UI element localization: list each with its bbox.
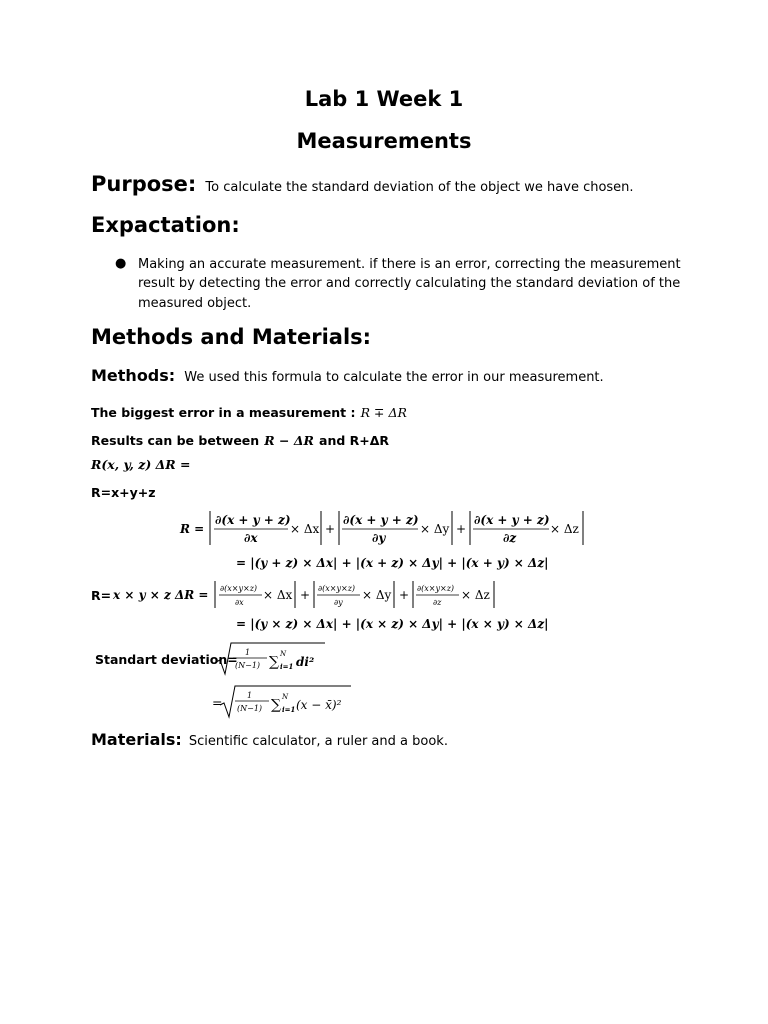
biggest-error-label: The biggest error in a measurement : [91, 405, 356, 420]
materials-heading: Materials: [91, 730, 182, 749]
eq1-delta-3: × Δz [550, 522, 579, 536]
std-sub-2: i=1 [282, 705, 296, 714]
eq3-num-2: ∂(x×y×z) [318, 584, 356, 593]
std-frac-den-1: (N−1) [235, 661, 261, 670]
expectation-line-2: result by detecting the error and correctly calculating the standard deviation of the [138, 276, 681, 291]
equation-sum-result: = |(y + z) × Δx| + |(x + z) × Δy| + |(x + y) × Δz| [236, 556, 549, 570]
biggest-error-line [91, 402, 407, 421]
methods-text: We used this formula to calculate the error in our measurement. [184, 370, 604, 385]
expectation-heading: Expactation: [91, 213, 240, 237]
std-formula-2 [219, 683, 359, 721]
expectation-line-3: measured object. [138, 296, 252, 311]
eq1-plus-1: + [325, 522, 336, 536]
eq1-plus-2: + [456, 522, 467, 536]
eq1-den-1: ∂x [244, 531, 258, 545]
eq3-num-3: ∂(x×y×z) [417, 584, 455, 593]
eq3-delta-2: × Δy [362, 588, 392, 602]
eq3-den-3: ∂z [433, 598, 442, 607]
eq1-delta-1: × Δx [290, 522, 320, 536]
results-formula: R − ΔR [264, 433, 314, 448]
document-title: Lab 1 Week 1 [304, 87, 464, 111]
std-frac-num-2: 1 [247, 691, 253, 700]
methods-line [91, 366, 604, 385]
purpose-heading: Purpose: [91, 172, 197, 196]
eq3-delta-3: × Δz [461, 588, 490, 602]
eq1-num-3: ∂(x + y + z) [474, 513, 550, 527]
r-sum-formula: R=x+y+z [91, 485, 156, 500]
std-sum-1: ∑ [269, 654, 279, 670]
std-term-2: (x − x̄)² [296, 698, 342, 712]
results-label: Results can be between [91, 433, 260, 448]
materials-line [91, 730, 448, 749]
std-formula-1 [213, 640, 333, 678]
expectation-line-1: Making an accurate measurement. if there is an error, correcting the measurement [138, 257, 681, 272]
purpose-line [91, 172, 634, 196]
eq1-lhs: R = [180, 522, 205, 536]
materials-text: Scientific calculator, a ruler and a book. [188, 734, 448, 749]
methods-materials-heading: Methods and Materials: [91, 325, 372, 349]
std-equals: = [212, 695, 223, 710]
eq1-den-3: ∂z [503, 531, 517, 545]
std-sum-2: ∑ [271, 697, 281, 713]
std-sub-1: i=1 [280, 662, 294, 671]
results-and: and R+ΔR [319, 433, 390, 448]
eq1-num-1: ∂(x + y + z) [215, 513, 291, 527]
eq1-delta-2: × Δy [420, 522, 450, 536]
r-product-lead: R= [91, 588, 112, 603]
eq3-delta-1: × Δx [263, 588, 293, 602]
document-subtitle: Measurements [296, 129, 472, 153]
biggest-error-formula: R ∓ ΔR [360, 405, 407, 420]
std-term-1: di² [296, 655, 315, 669]
results-line [91, 430, 389, 449]
equation-product-result: = |(y × z) × Δx| + |(x × z) × Δy| + |(x × y) × Δz| [236, 617, 549, 631]
equation-product-partials [210, 578, 510, 612]
eq3-den-1: ∂x [235, 598, 244, 607]
std-frac-num-1: 1 [245, 648, 251, 657]
std-sup-2: N [282, 693, 289, 701]
eq3-plus-2: + [399, 588, 410, 602]
std-frac-den-2: (N−1) [237, 704, 263, 713]
eq1-num-2: ∂(x + y + z) [343, 513, 419, 527]
eq3-num-1: ∂(x×y×z) [220, 584, 258, 593]
eq3-plus-1: + [300, 588, 311, 602]
methods-heading: Methods: [91, 366, 176, 385]
eq3-den-2: ∂y [334, 598, 343, 607]
purpose-text: To calculate the standard deviation of the object we have chosen. [205, 180, 634, 195]
eq1-den-2: ∂y [372, 531, 386, 545]
std-label: Standart deviation= [95, 652, 238, 667]
std-sup-1: N [280, 650, 287, 658]
bullet-marker: ● [115, 256, 127, 271]
equation-sum-partials [170, 505, 600, 551]
rxyz-formula: R(x, y, z) ΔR = [91, 457, 191, 472]
r-product-expr: x × y × z ΔR = [113, 588, 209, 602]
